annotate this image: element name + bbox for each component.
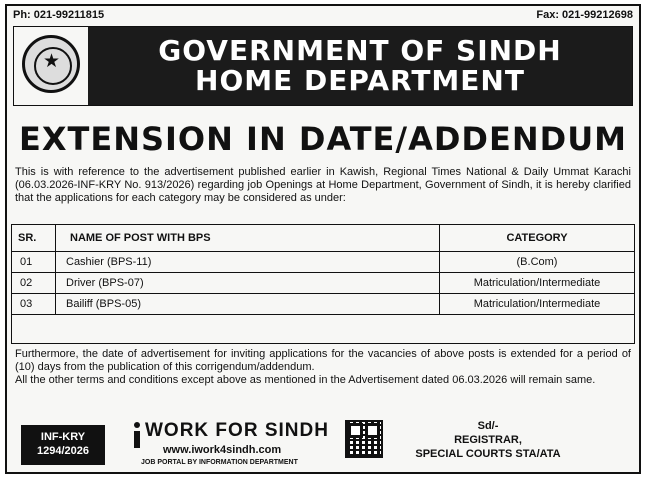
work-for-sindh-logo [131,419,341,469]
government-header [13,26,633,106]
sr-cell: 03 [12,294,56,314]
signature-block [383,419,593,461]
advertisement-page [5,4,641,474]
intro-paragraph: This is with reference to the advertisement published earlier in Kawish, Regional Times National & Daily Ummat Karachi (06.03.2026-INF-KRY No. 913/2026) regarding job Openings at Home Department, Government of Sindh, it is hereby clarified that the applications for each category may be considered as under: [15,166,631,204]
header-line-government: GOVERNMENT OF SINDH [158,34,562,67]
extension-paragraph: Furthermore, the date of advertisement for inviting applications for the vacancies of above posts is extended for a period of (10) days from the publication of this corrigendum/addendum. [15,348,631,373]
signature-mark: Sd/- [477,420,499,432]
signatory-title: REGISTRAR, [454,434,522,446]
reference-prefix: INF-KRY [40,431,86,443]
closing-paragraphs [15,348,631,387]
category-cell: Matriculation/Intermediate [473,277,601,289]
fax-number: Fax: 021-99212698 [536,9,633,21]
category-cell: (B.Com) [516,256,558,268]
post-cell: Bailiff (BPS-05) [56,294,440,314]
logo-title: WORK FOR SINDH [145,420,329,441]
table-row [12,294,634,315]
notice-footer [15,419,631,469]
vacancy-table [11,224,635,344]
header-line-department: HOME DEPARTMENT [195,64,525,97]
post-cell: Cashier (BPS-11) [56,252,440,272]
table-row [12,273,634,294]
category-header: CATEGORY [506,232,568,244]
reference-box [21,425,105,465]
table-header-row [12,225,634,252]
reference-number: 1294/2026 [37,445,89,457]
post-header: NAME OF POST WITH BPS [56,225,440,251]
i-logo-icon [131,422,142,449]
notice-title: EXTENSION IN DATE/ADDENDUM [18,120,628,158]
header-banner [88,27,632,105]
sindh-seal-icon [22,35,80,93]
sr-cell: 01 [12,252,56,272]
post-cell: Driver (BPS-07) [56,273,440,293]
category-cell: Matriculation/Intermediate [473,298,601,310]
logo-tagline: JOB PORTAL BY INFORMATION DEPARTMENT [141,459,298,466]
sr-cell: 02 [12,273,56,293]
logo-url: www.iwork4sindh.com [163,444,282,456]
sr-header: SR. [12,225,56,251]
terms-paragraph: All the other terms and conditions except above as mentioned in the Advertisement dated 06.03.2026 will remain same. [15,374,596,386]
table-row [12,252,634,273]
qr-code-icon [345,420,383,458]
phone-number: Ph: 021-99211815 [13,9,105,21]
signatory-office: SPECIAL COURTS STA/ATA [415,448,561,460]
